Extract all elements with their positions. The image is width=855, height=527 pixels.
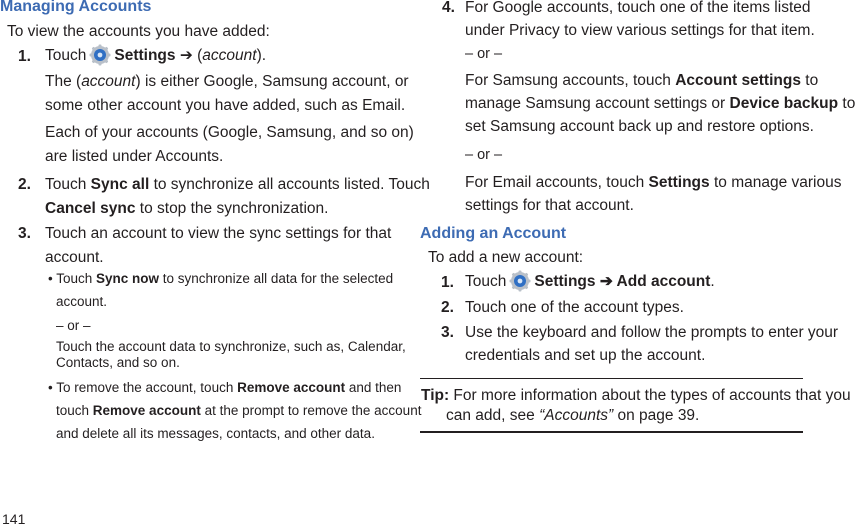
or-separator: – or –: [465, 46, 503, 62]
b2-l2-pre: touch: [56, 403, 93, 418]
email-line-1: [465, 171, 841, 195]
tip-line-1-text: For more information about the types of accounts that you: [449, 387, 851, 404]
b2-l2-post: at the prompt to remove the account: [200, 403, 422, 418]
alt-text-line-1: Touch the account data to synchronize, such as, Calendar,: [56, 339, 406, 354]
remove-account-label-2: Remove account: [92, 403, 201, 418]
e-post: to manage various: [709, 174, 842, 191]
intro-text: To view the accounts you have added:: [7, 23, 270, 40]
account-settings-label: Account settings: [675, 72, 801, 89]
tip-line-2-post: on page 39.: [613, 407, 700, 424]
sync-all-label: Sync all: [90, 176, 150, 193]
s-l2-pre: manage Samsung account settings or: [465, 95, 730, 112]
step-1-text: [45, 44, 266, 68]
tip-line-2: [446, 404, 699, 428]
add-step-1-text: [465, 270, 715, 294]
section-heading-adding-account: Adding an Account: [420, 225, 567, 242]
step-2-line-2: [45, 197, 328, 221]
e-pre: For Email accounts, touch: [465, 174, 649, 191]
settings-gear-icon: [89, 44, 111, 66]
step-1-para-1-line-1: [45, 70, 409, 94]
step-1-post: ).: [256, 47, 267, 64]
b2-post: and then: [345, 380, 402, 395]
step-2-mid: to synchronize all accounts listed. Touch: [149, 176, 430, 193]
adding-intro-text: To add a new account:: [428, 249, 584, 266]
step-2-post: to stop the synchronization.: [135, 200, 329, 217]
bullet-sync-now: [48, 267, 393, 290]
accounts-link[interactable]: “Accounts”: [539, 407, 614, 424]
remove-account-label: Remove account: [237, 380, 346, 395]
settings-label: Settings: [648, 174, 710, 191]
p1-pre: The (: [45, 73, 82, 90]
device-backup-label: Device backup: [729, 95, 839, 112]
step-number: 3.: [441, 324, 454, 341]
step-3-line-2: account.: [45, 249, 104, 266]
sync-now-label: Sync now: [96, 271, 160, 286]
or-separator: – or –: [56, 318, 91, 333]
settings-add-account-label: Settings ➔ Add account: [534, 273, 711, 290]
step-4-line-1: For Google accounts, touch one of the items listed: [465, 0, 811, 16]
cancel-sync-label: Cancel sync: [45, 200, 136, 217]
add-step-3-line-2: credentials and set up the account.: [465, 347, 706, 364]
step-1-pre: Touch: [45, 47, 87, 64]
b1-post: to synchronize all data for the selected: [159, 271, 394, 286]
step-number: 1.: [18, 48, 31, 65]
step-2-pre: Touch: [45, 176, 91, 193]
add-step-2-text: Touch one of the account types.: [465, 299, 684, 316]
email-line-2: settings for that account.: [465, 197, 634, 214]
bullet-remove-account-line-2: [56, 399, 421, 422]
a1-pre: Touch: [465, 273, 507, 290]
s-post2: to: [838, 95, 855, 112]
step-number: 2.: [441, 299, 454, 316]
step-2-line-1: [45, 173, 430, 197]
tip-top-rule: [420, 378, 803, 379]
step-number: 1.: [441, 274, 454, 291]
alt-text-line-2: Contacts, and so on.: [56, 355, 180, 370]
step-1-para-2-line-1: Each of your accounts (Google, Samsung, and so on): [45, 124, 414, 141]
bullet-sync-now-line-2: account.: [56, 294, 108, 309]
p1-post: ) is either Google, Samsung account, or: [135, 73, 409, 90]
a1-post: .: [710, 273, 715, 290]
samsung-line-2: [465, 92, 855, 116]
p1-account-italic: account: [81, 73, 136, 90]
step-number: 4.: [442, 0, 455, 16]
samsung-line-3: set Samsung account back up and restore options.: [465, 118, 814, 135]
s-pre: For Samsung accounts, touch: [465, 72, 676, 89]
bullet-remove-account: [48, 376, 401, 399]
step-4-line-2: under Privacy to view various settings for that item.: [465, 22, 815, 39]
bullet-remove-account-line-3: and delete all its messages, contacts, and other data.: [56, 426, 375, 441]
step-number: 2.: [18, 176, 31, 193]
settings-label: Settings: [114, 47, 176, 64]
s-post1: to: [800, 72, 819, 89]
b1-pre: • Touch: [48, 271, 97, 286]
step-number: 3.: [18, 225, 31, 242]
b2-pre: • To remove the account, touch: [48, 380, 238, 395]
add-step-3-line-1: Use the keyboard and follow the prompts to enter your: [465, 324, 839, 341]
or-separator: – or –: [465, 147, 503, 163]
tip-bottom-rule: [420, 431, 803, 433]
arrow-text: ➔ (: [175, 47, 203, 64]
tip-label: Tip:: [421, 387, 450, 404]
page-number: 141: [2, 511, 26, 527]
section-heading-managing-accounts: Managing Accounts: [0, 0, 152, 15]
account-italic: account: [202, 47, 257, 64]
step-3-line-1: Touch an account to view the sync settings for that: [45, 225, 392, 242]
step-1-para-2-line-2: are listed under Accounts.: [45, 148, 224, 165]
samsung-line-1: [465, 69, 818, 93]
step-1-para-1-line-2: some other account you have added, such as Email.: [45, 97, 406, 114]
tip-line-2-pre: can add, see: [446, 407, 540, 424]
settings-gear-icon: [509, 270, 531, 292]
